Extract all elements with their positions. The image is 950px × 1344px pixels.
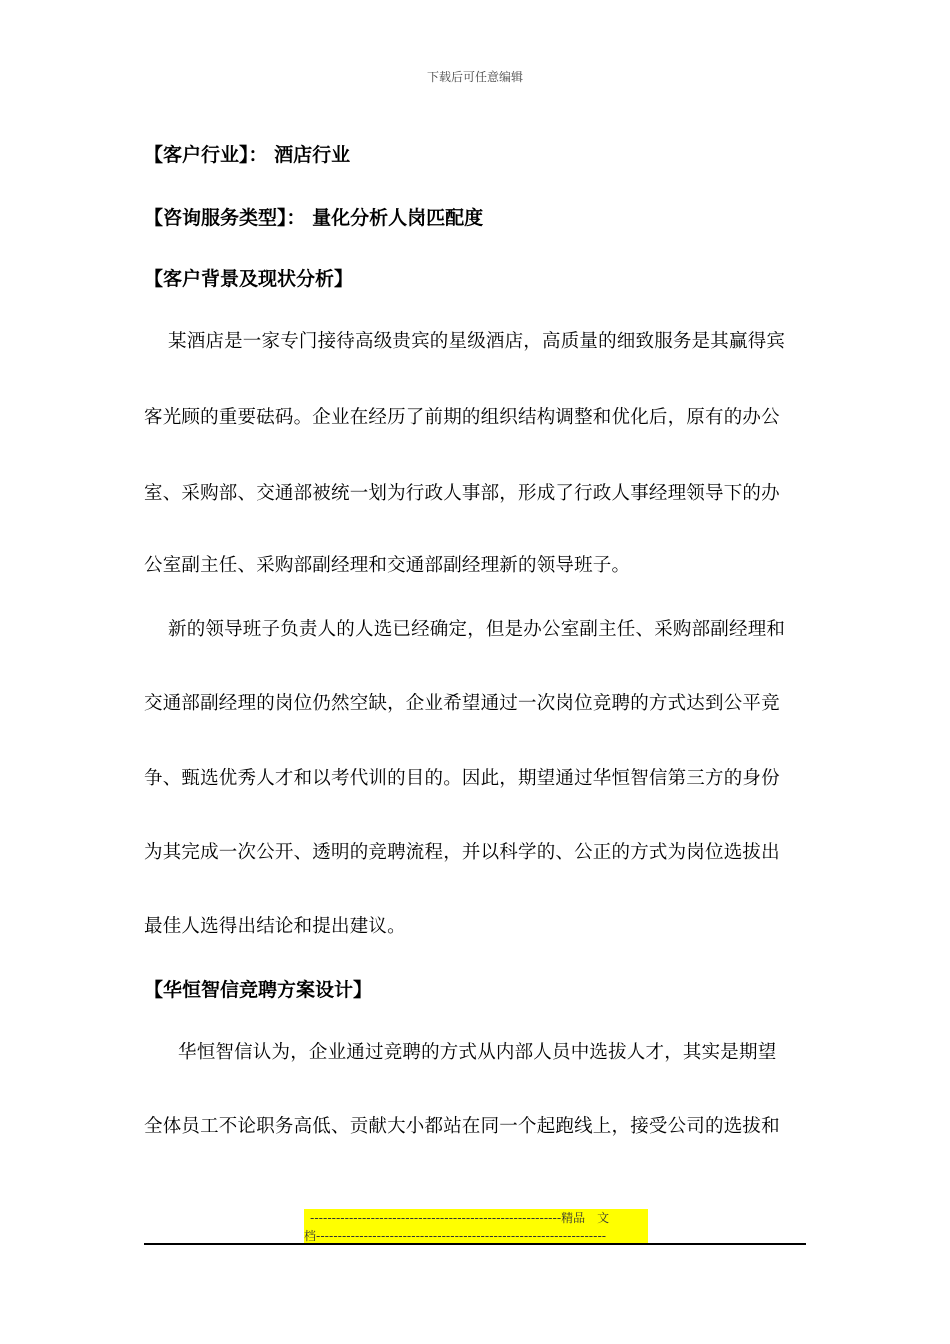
- paragraph-line: 为其完成一次公开、透明的竞聘流程，并以科学的、公正的方式为岗位选拔出: [144, 842, 780, 863]
- background-heading: 【客户背景及现状分析】: [144, 268, 354, 290]
- paragraph-line: 客光顾的重要砝码。企业在经历了前期的组织结构调整和优化后，原有的办公: [144, 407, 780, 428]
- paragraph-line: 交通部副经理的岗位仍然空缺，企业希望通过一次岗位竞聘的方式达到公平竞: [144, 693, 780, 714]
- footer-divider: [144, 1243, 806, 1245]
- paragraph-line: 最佳人选得出结论和提出建议。: [144, 916, 406, 937]
- paragraph-line: 华恒智信认为，企业通过竞聘的方式从内部人员中选拔人才，其实是期望: [178, 1042, 777, 1063]
- paragraph-line: 争、甄选优秀人才和以考代训的目的。因此，期望通过华恒智信第三方的身份: [144, 768, 780, 789]
- service-type-heading: 【咨询服务类型】： 量化分析人岗匹配度: [144, 207, 484, 229]
- paragraph-line: 某酒店是一家专门接待高级贵宾的星级酒店，高质量的细致服务是其赢得宾: [168, 331, 786, 352]
- paragraph-line: 公室副主任、采购部副经理和交通部副经理新的领导班子。: [144, 555, 631, 576]
- footer-label-line1: ----------------------------------------------------------精品 文: [310, 1211, 610, 1225]
- paragraph-line: 新的领导班子负责人的人选已经确定，但是办公室副主任、采购部副经理和: [168, 619, 786, 640]
- page-header: 下载后可任意编辑: [426, 70, 523, 84]
- design-heading: 【华恒智信竞聘方案设计】: [144, 979, 373, 1001]
- paragraph-line: 室、采购部、交通部被统一划为行政人事部，形成了行政人事经理领导下的办: [144, 483, 780, 504]
- industry-heading: 【客户行业】： 酒店行业: [144, 144, 351, 166]
- footer-label-line2: 档-------------------------------------------------------------------: [304, 1229, 607, 1243]
- paragraph-line: 全体员工不论职务高低、贡献大小都站在同一个起跑线上，接受公司的选拔和: [144, 1116, 780, 1137]
